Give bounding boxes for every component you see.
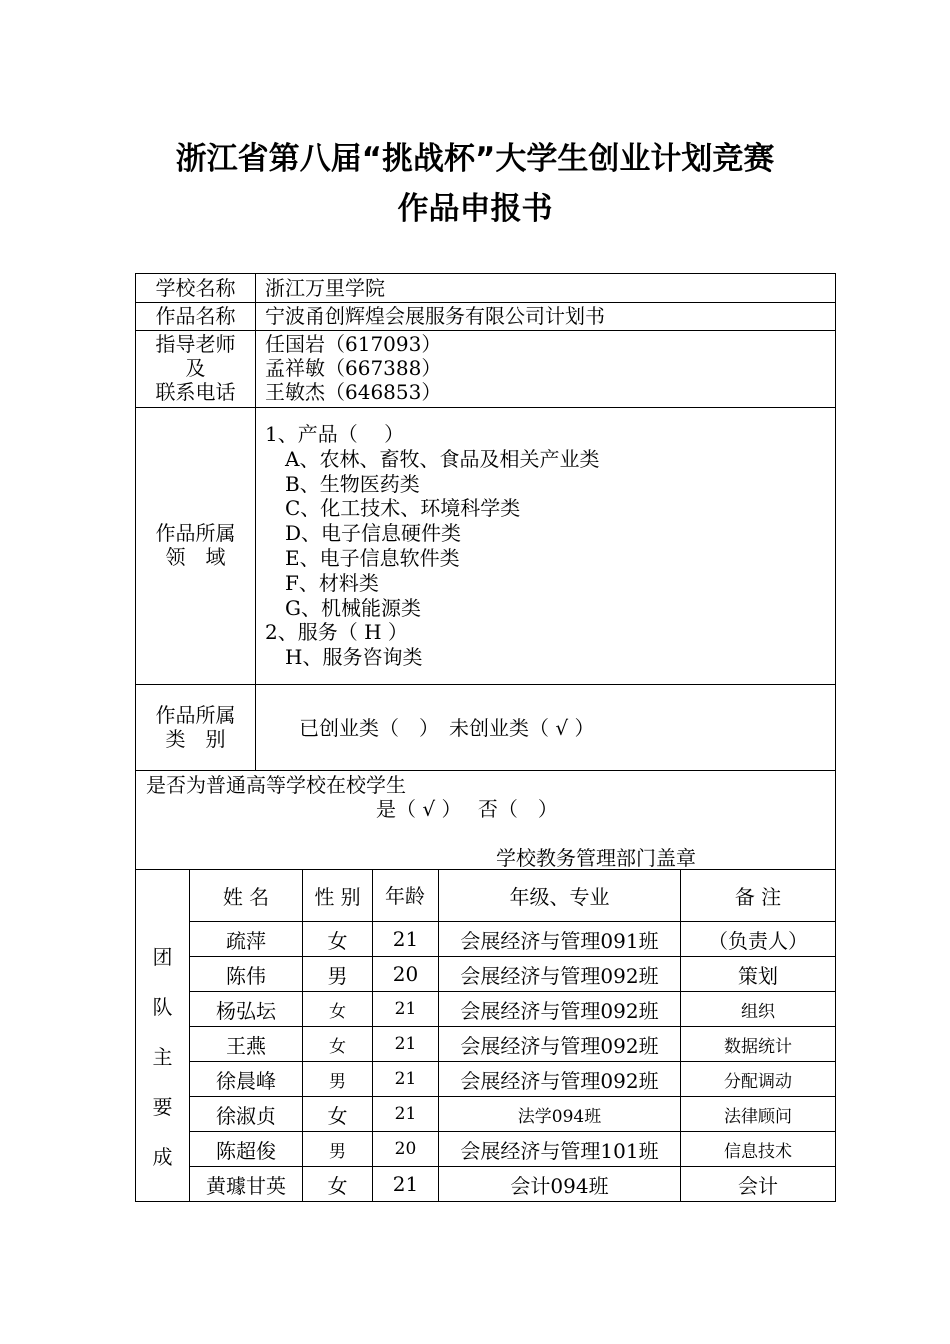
- field-option-line: D、电子信息硬件类: [265, 521, 462, 546]
- member-major: 法学094班: [517, 1106, 602, 1127]
- team-side-char: 要: [152, 1095, 173, 1119]
- member-gender: 女: [327, 1103, 348, 1128]
- member-gender: 女: [327, 928, 348, 953]
- category-label-line1: 作品所属: [155, 703, 236, 727]
- school-name-value: 浙江万里学院: [265, 276, 385, 300]
- member-name: 疏萍: [226, 928, 266, 953]
- member-name: 陈伟: [226, 963, 266, 988]
- field-option-line: F、材料类: [265, 570, 379, 595]
- team-side-label: [136, 932, 189, 1182]
- member-note: （负责人）: [708, 928, 808, 953]
- member-note: 分配调动: [724, 1071, 792, 1092]
- member-major: 会展经济与管理092班: [460, 998, 659, 1023]
- member-name: 徐晨峰: [216, 1068, 276, 1093]
- member-gender: 女: [329, 1036, 346, 1057]
- advisor-entry: 任国岩（617093）: [265, 332, 442, 356]
- member-name: 黄璩甘英: [206, 1173, 286, 1198]
- member-note: 组织: [741, 1001, 775, 1022]
- field-options: [265, 422, 599, 670]
- advisor-label: [136, 332, 255, 404]
- member-age: 20: [392, 962, 419, 986]
- work-name-label: 作品名称: [155, 304, 236, 328]
- member-note: 会计: [738, 1173, 778, 1198]
- document-title: 浙江省第八届“挑战杯”大学生创业计划竞赛: [175, 141, 775, 177]
- work-name-value: 宁波甬创辉煌会展服务有限公司计划书: [265, 304, 605, 328]
- member-gender: 男: [329, 1141, 346, 1162]
- field-option-line: E、电子信息软件类: [265, 545, 460, 570]
- student-answer: 是（ √ ） 否（ ）: [376, 797, 558, 821]
- field-option-line: 2、服务（ H ）: [265, 620, 408, 645]
- member-name: 杨弘坛: [216, 998, 276, 1023]
- member-major: 会展经济与管理091班: [460, 928, 659, 953]
- advisor-list: [265, 332, 441, 404]
- header-age: 年龄: [385, 883, 425, 908]
- member-major: 会展经济与管理092班: [460, 1068, 659, 1093]
- student-question: 是否为普通高等学校在校学生: [146, 773, 406, 797]
- member-major: 会计094班: [510, 1173, 609, 1198]
- header-note: 备 注: [734, 885, 782, 909]
- advisor-label-line2: 及: [185, 356, 206, 380]
- field-option-line: B、生物医药类: [265, 471, 420, 496]
- team-side-char: 团: [152, 945, 173, 969]
- field-option-line: 1、产品（ ）: [265, 422, 405, 446]
- member-major: 会展经济与管理092班: [460, 1033, 659, 1058]
- member-gender: 女: [329, 1001, 346, 1022]
- field-option-line: A、农林、畜牧、食品及相关产业类: [265, 446, 600, 471]
- document-subtitle: 作品申报书: [397, 191, 553, 227]
- team-side-char: 队: [152, 995, 173, 1019]
- member-gender: 女: [327, 1173, 348, 1198]
- header-name: 姓 名: [222, 885, 270, 909]
- member-age: 21: [394, 1069, 417, 1089]
- field-label-line1: 作品所属: [155, 521, 236, 545]
- member-note: 数据统计: [724, 1036, 792, 1057]
- member-age: 21: [394, 1034, 417, 1054]
- member-major: 会展经济与管理092班: [460, 963, 659, 988]
- team-side-char: 成: [152, 1145, 173, 1169]
- field-label: [136, 521, 255, 569]
- advisor-label-line1: 指导老师: [155, 332, 236, 356]
- member-age: 21: [392, 927, 419, 951]
- field-option-line: C、化工技术、环境科学类: [265, 496, 521, 521]
- team-table: [135, 869, 836, 1202]
- member-name: 王燕: [226, 1033, 266, 1058]
- member-name: 徐淑贞: [216, 1103, 276, 1128]
- member-age: 20: [394, 1139, 417, 1159]
- category-label-line2: 类 别: [165, 727, 226, 751]
- member-age: 21: [392, 1172, 419, 1196]
- member-note: 信息技术: [724, 1141, 792, 1162]
- member-gender: 男: [327, 963, 348, 988]
- category-label: [136, 703, 255, 751]
- member-age: 21: [394, 999, 417, 1019]
- stamp-text: 学校教务管理部门盖章: [496, 846, 696, 870]
- advisor-entry: 王敏杰（646853）: [265, 380, 442, 404]
- header-gender: 性 别: [314, 885, 361, 909]
- category-value: 已创业类（ ） 未创业类（ √ ）: [299, 716, 595, 740]
- member-age: 21: [394, 1104, 417, 1124]
- school-name-label: 学校名称: [155, 276, 236, 300]
- member-note: 策划: [738, 963, 778, 988]
- field-option-line: G、机械能源类: [265, 595, 421, 620]
- member-gender: 男: [329, 1071, 346, 1092]
- field-option-line: H、服务咨询类: [265, 645, 423, 670]
- header-major: 年级、专业: [509, 885, 610, 909]
- advisor-label-line3: 联系电话: [155, 380, 236, 404]
- member-note: 法律顾问: [724, 1106, 792, 1127]
- info-table: [135, 273, 836, 870]
- member-name: 陈超俊: [216, 1138, 276, 1163]
- advisor-entry: 孟祥敏（667388）: [265, 356, 442, 380]
- member-major: 会展经济与管理101班: [460, 1138, 659, 1163]
- field-label-line2: 领 域: [165, 545, 226, 569]
- team-side-char: 主: [152, 1045, 173, 1069]
